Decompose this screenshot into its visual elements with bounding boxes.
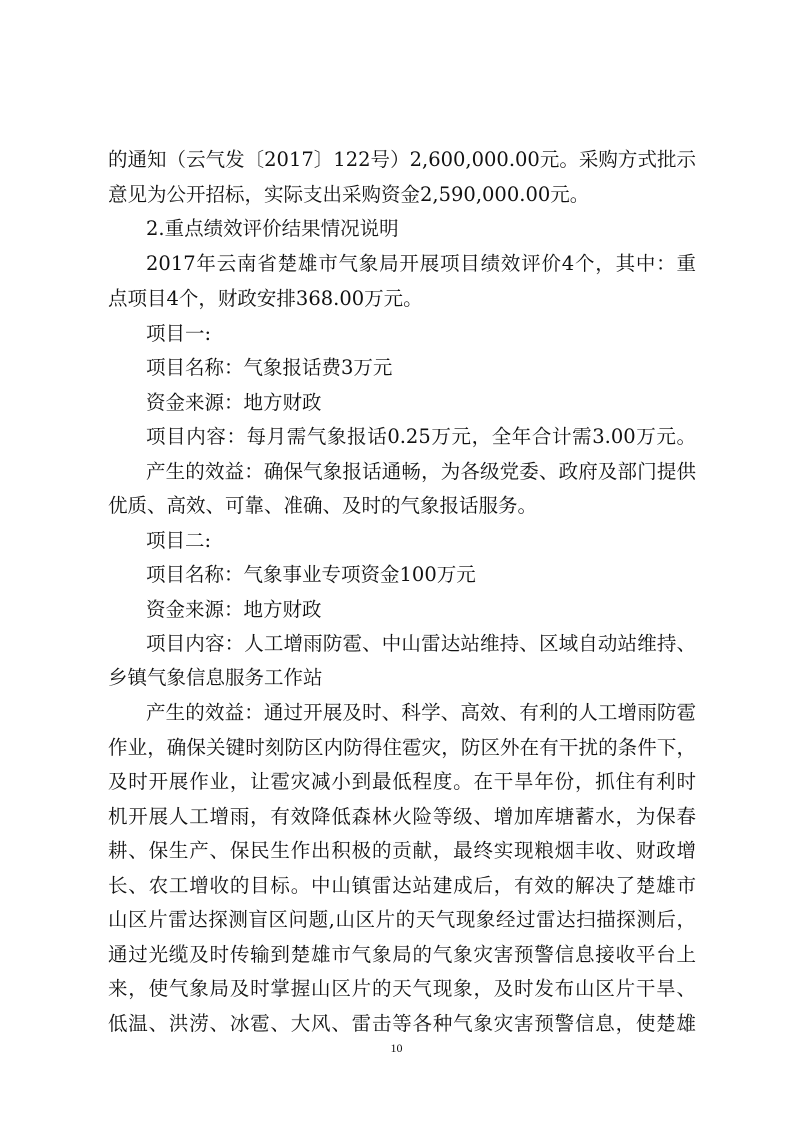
project-two-content-line-1: 项目内容：人工增雨防雹、中山雷达站维持、区域自动站维持、 (146, 632, 696, 655)
project-one-name: 项目名称：气象报话费3万元 (146, 356, 393, 379)
project-two-heading: 项目二: (146, 529, 212, 552)
text-line-1: 的通知（云气发〔2017〕122号）2,600,000.00元。采购方式批示 (108, 148, 696, 171)
project-two-benefit-line-2: 作业，确保关键时刻防区内防得住雹灾，防区外在有干扰的条件下， (108, 736, 696, 759)
project-two-benefit-line-1: 产生的效益：通过开展及时、科学、高效、有利的人工增雨防雹 (146, 701, 696, 724)
project-two-benefit-line-8: 通过光缆及时传输到楚雄市气象局的气象灾害预警信息接收平台上 (108, 943, 696, 966)
project-two-benefit-line-4: 机开展人工增雨，有效降低森林火险等级、增加库塘蓄水，为保春 (108, 805, 696, 828)
project-two-name: 项目名称：气象事业专项资金100万元 (146, 563, 476, 586)
project-two-benefit-line-3: 及时开展作业，让雹灾减小到最低程度。在干旱年份，抓住有利时 (108, 770, 696, 793)
project-two-benefit-line-6: 长、农工增收的目标。中山镇雷达站建成后，有效的解决了楚雄市 (108, 874, 696, 897)
project-two-benefit-line-7: 山区片雷达探测盲区问题,山区片的天气现象经过雷达扫描探测后， (108, 908, 696, 931)
project-one-heading: 项目一: (146, 322, 212, 345)
project-one-content: 项目内容：每月需气象报话0.25万元，全年合计需3.00万元。 (146, 425, 696, 448)
project-one-fund-source: 资金来源：地方财政 (146, 391, 322, 414)
project-two-benefit-line-9: 来，使气象局及时掌握山区片的天气现象，及时发布山区片干旱、 (108, 977, 696, 1000)
section-heading: 2.重点绩效评价结果情况说明 (146, 217, 399, 240)
text-line-4: 2017年云南省楚雄市气象局开展项目绩效评价4个，其中：重 (146, 252, 696, 275)
text-line-5: 点项目4个，财政安排368.00万元。 (108, 287, 423, 310)
page-number: 10 (390, 1041, 403, 1055)
project-two-content-line-2: 乡镇气象信息服务工作站 (108, 666, 323, 689)
project-two-fund-source: 资金来源：地方财政 (146, 598, 322, 621)
project-one-benefit-line-2: 优质、高效、可靠、准确、及时的气象报话服务。 (108, 494, 538, 517)
text-line-2: 意见为公开招标，实际支出采购资金2,590,000.00元。 (108, 183, 590, 206)
project-two-benefit-line-5: 耕、保生产、保民生作出积极的贡献，最终实现粮烟丰收、财政增 (108, 839, 696, 862)
project-two-benefit-line-10: 低温、洪涝、冰雹、大风、雷击等各种气象灾害预警信息，使楚雄 (108, 1012, 696, 1035)
project-one-benefit-line-1: 产生的效益：确保气象报话通畅，为各级党委、政府及部门提供 (146, 460, 696, 483)
